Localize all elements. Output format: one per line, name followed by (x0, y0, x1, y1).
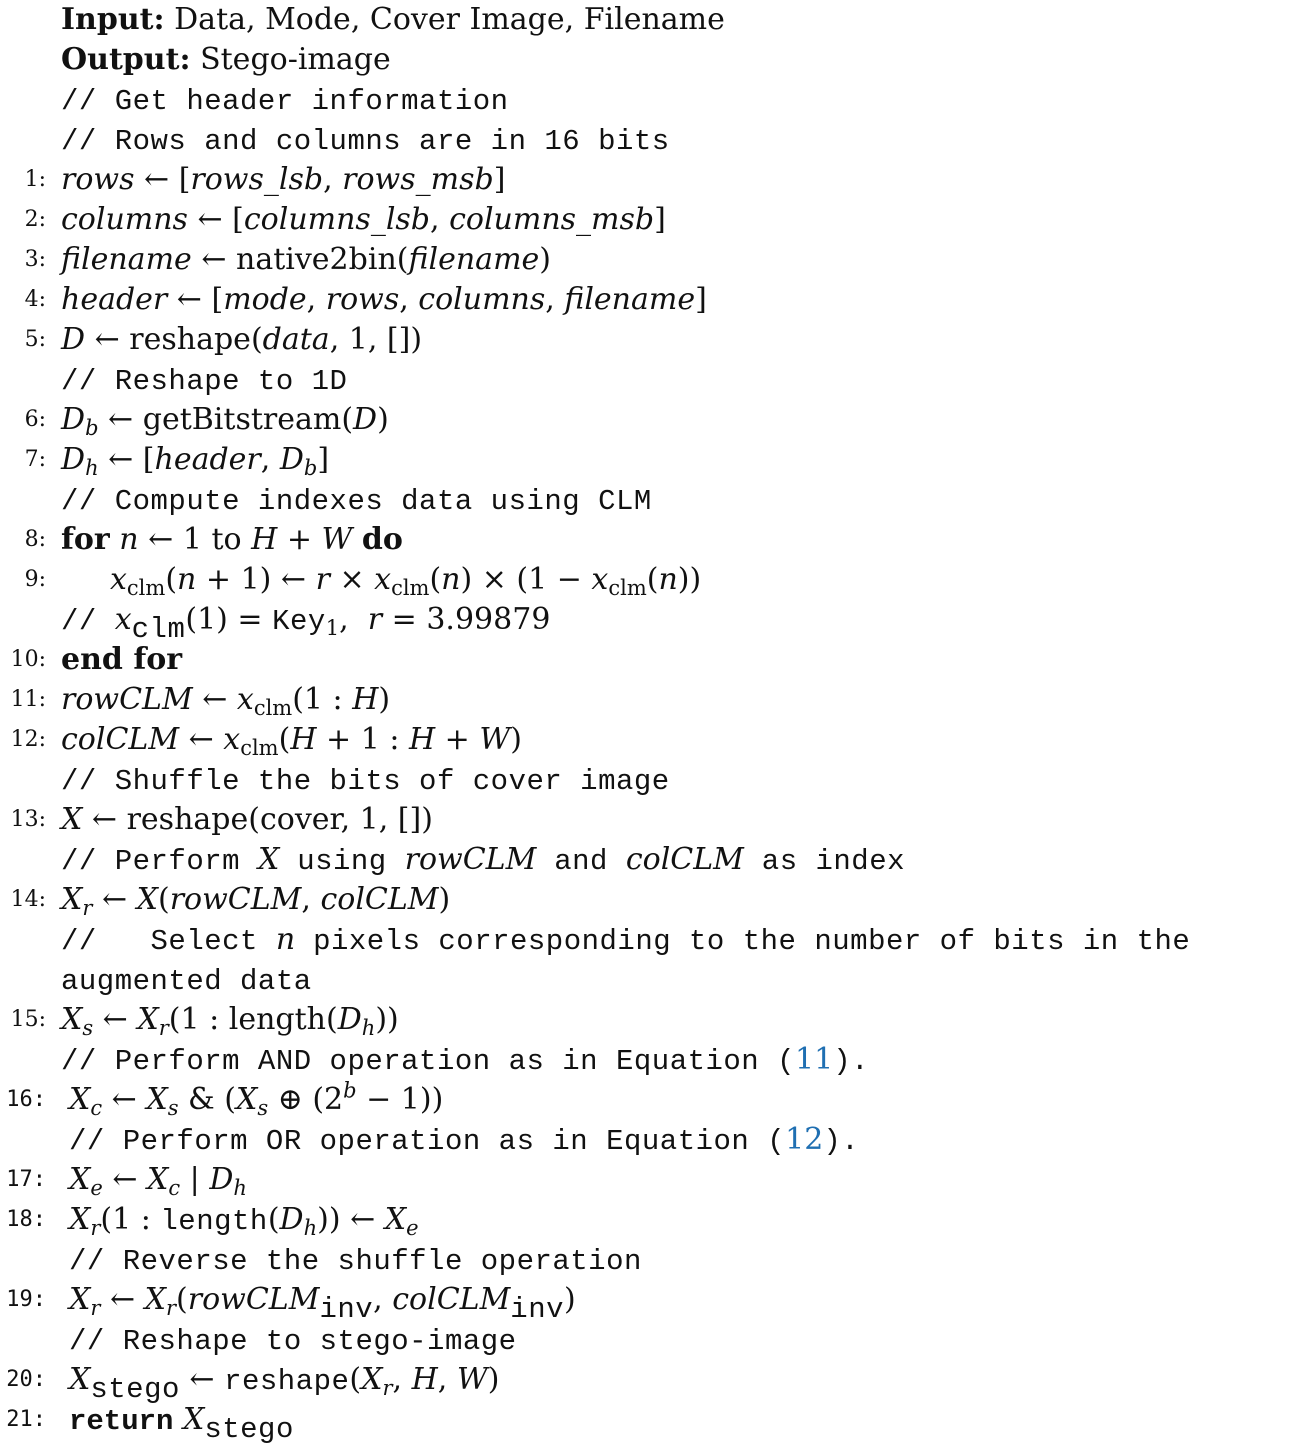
line-number: 7: (24, 447, 46, 472)
comment: and (536, 845, 626, 878)
var-x: x (110, 562, 127, 597)
var-mode: mode (223, 282, 307, 317)
fn-length: length (228, 1002, 327, 1037)
var-D: D (61, 402, 86, 437)
var-rows: rows (325, 282, 400, 317)
var-columns: columns (418, 282, 546, 317)
line-number: 4: (24, 287, 46, 312)
line-number: 8: (24, 527, 46, 552)
var-header: header (154, 442, 261, 477)
line-number: 10: (10, 647, 46, 672)
var-filename: filename (408, 242, 540, 277)
comment: // Reshape to stego-image (69, 1325, 517, 1358)
comment: // Shuffle the bits of cover image (61, 765, 670, 798)
keyword-do: do (361, 522, 403, 557)
comment: // Perform OR operation as in Equation ( (69, 1125, 786, 1158)
fn-reshape: reshape (224, 1365, 350, 1398)
keyword-return: return (69, 1405, 174, 1438)
line-number: 20: (6, 1367, 46, 1392)
var-columns-msb: columns_msb (449, 202, 655, 237)
var-cover: cover (259, 802, 341, 837)
input-label: Input: (61, 2, 165, 37)
var-W: W (321, 522, 353, 557)
equation-link[interactable]: 12 (785, 1122, 824, 1157)
line-number: 3: (24, 247, 46, 272)
line-number: 21: (6, 1407, 46, 1432)
var-header: header (61, 282, 168, 317)
var-D: D (61, 442, 86, 477)
line-number: 1: (24, 167, 46, 192)
sub-clm: clm (126, 575, 166, 600)
line-number: 15: (10, 1007, 46, 1032)
var-rows-lsb: rows_lsb (190, 162, 324, 197)
var-r: r (315, 562, 330, 597)
var-filename: filename (61, 242, 192, 277)
keyword-for: for (61, 522, 110, 557)
comment: ). (833, 1045, 870, 1078)
comment: pixels corresponding to the number of bits in the (295, 925, 1191, 958)
comment: using (279, 845, 405, 878)
var-D: D (279, 442, 304, 477)
var-columns: columns (61, 202, 188, 237)
comment: // Select (61, 925, 276, 958)
comment: // Perform AND operation as in Equation ( (61, 1045, 796, 1078)
comment: augmented data (61, 965, 312, 998)
fn-native2bin: native2bin (236, 242, 397, 277)
sub-inv: inv (319, 1293, 374, 1327)
line-number: 18: (6, 1207, 46, 1232)
comment: // Compute indexes data using CLM (61, 485, 652, 518)
var-n: n (119, 522, 139, 557)
var-D: D (61, 322, 86, 357)
fn-getbitstream: getBitstream (142, 402, 342, 437)
line-number: 11: (10, 687, 46, 712)
line-number: 17: (6, 1167, 46, 1192)
line-number: 9: (24, 567, 46, 592)
keyword-end-for: end for (61, 642, 183, 677)
var-filename: filename (564, 282, 696, 317)
key-label: Key (272, 605, 326, 638)
line-number: 13: (10, 807, 46, 832)
comment: // Get header information (61, 85, 509, 118)
output-label: Output: (61, 42, 191, 77)
fn-length: length (160, 1205, 268, 1238)
algorithm-block: Input: Data, Mode, Cover Image, Filename Output: Stego-image // Get header information // Rows and columns are in 16 bits 1: rows ← [rows_lsb, rows_msb] 2: columns ← [columns_lsb, columns_msb] 3: filename ← native2bin(filename) 4: header ← [mode, rows, columns, filename] 5: D ← reshape(data, 1, []) // Reshape to 1D 6: $D_b$ ← getBitstream(D) 7: $D_h$ ← [header, $D_b$] // Compute indexes data using CLM 8: for n ← 1 to H + W do 9: $x_{clm}(n + 1)$ ← $r \times x_{clm}(n) \times (1 - x_{clm}(n))$ // $x_{clm}(1) = Key_1$, r = 3.99879 10: end for 11: rowCLM ← $x_{clm}(1$ : H) 12: colCLM ← $x_{clm}(H + 1$ : H + W) // Shuffle the bits of cover image 13: X ← reshape(cover, 1, []) // Perform X using rowCLM and colCLM as index 14: $X_r$ ← X(rowCLM, colCLM) // Select n pixels corresponding to the number of bits in the augmented data 15: $X_s$ ← $X_r(1$ : $length(D_h)$) // Perform AND operation as in Equation (11). 16: $X_c$ ← $X_s$ & ($X_s$ ⊕ $(2^b - 1)$) // Perform OR operation as in Equation (12). 17: $X_e$ ← $X_c$ | $D_h$ 18: $X_r(1$ : $length(D_h)$) ← $X_e$ // Reverse the shuffle operation 19: $X_r$ ← $X_r(rowCLM_{inv}$, colCLM$_{inv}$) // Reshape to stego-image 20: $X_{stego}$ ← $reshape(X_r$, H, W) 21: return $X_{stego}$ (0, 0, 1316, 1442)
comment: // Reshape to 1D (61, 365, 348, 398)
equation-link[interactable]: 11 (795, 1042, 834, 1077)
var-rowclm: rowCLM (61, 682, 193, 717)
var-columns-lsb: columns_lsb (243, 202, 431, 237)
comment: // Reverse the shuffle operation (69, 1245, 642, 1278)
line-number: 19: (6, 1287, 46, 1312)
line-number: 14: (10, 887, 46, 912)
var-rows-msb: rows_msb (342, 162, 494, 197)
comment: // Rows and columns are in 16 bits (61, 125, 670, 158)
line-number: 6: (24, 407, 46, 432)
key-sub: 1 (325, 615, 340, 640)
fn-reshape: reshape (129, 322, 251, 357)
keyword-to: to (211, 522, 242, 557)
var-data: data (262, 322, 330, 357)
output-text: Stego-image (200, 42, 391, 77)
comment: ). (823, 1125, 860, 1158)
sub-stego: stego (90, 1373, 180, 1407)
sub-inv: inv (510, 1293, 565, 1327)
var-colclm: colCLM (61, 722, 180, 757)
var-D: D (353, 402, 378, 437)
comment: as index (743, 845, 906, 878)
var-rows: rows (61, 162, 135, 197)
input-text: Data, Mode, Cover Image, Filename (174, 2, 725, 37)
line-number: 2: (24, 207, 46, 232)
sub-stego: stego (204, 1413, 294, 1446)
comment: // Perform (61, 845, 258, 878)
r-value: 3.99879 (426, 602, 551, 637)
line-number: 16: (6, 1087, 46, 1112)
var-H: H (251, 522, 278, 557)
line-number: 5: (24, 327, 46, 352)
fn-reshape: reshape (126, 802, 249, 837)
line-number: 12: (10, 727, 46, 752)
var-X: X (61, 802, 83, 837)
